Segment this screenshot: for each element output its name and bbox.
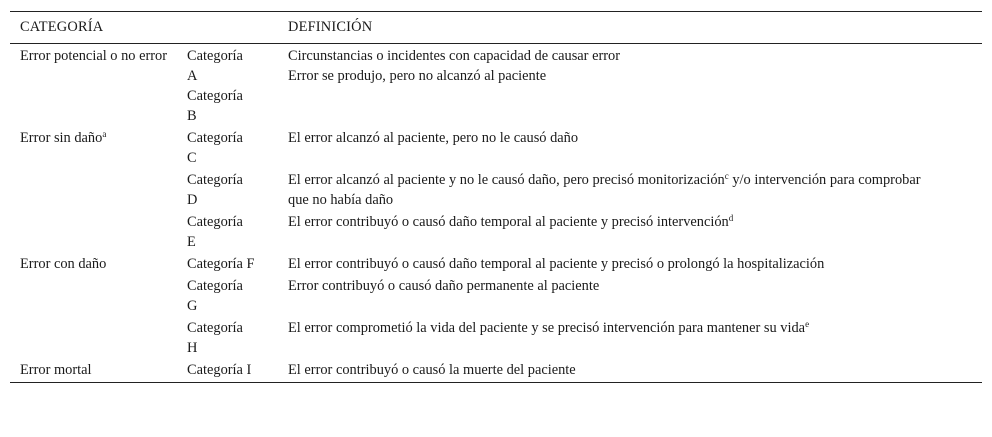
group-cell [10, 168, 177, 210]
category-cell [177, 252, 278, 274]
group-cell [10, 210, 177, 252]
definition-cell [278, 316, 982, 358]
table-row [10, 126, 982, 168]
category-label: Categoría B [187, 88, 243, 124]
header-row [10, 12, 982, 44]
definition-cell [278, 210, 982, 252]
definition-text: El error contribuyó o causó la muerte del paciente [288, 362, 576, 378]
definition-text-continued: y/o intervención para comprobar que no había daño [288, 172, 921, 208]
category-label: Categoría A [187, 48, 243, 84]
definition-cell [278, 252, 982, 274]
category-cell [177, 316, 278, 358]
definition-cell [278, 126, 982, 168]
category-cell [177, 358, 278, 383]
definition-text: Error contribuyó o causó daño permanente al paciente [288, 278, 600, 294]
table-body [10, 44, 982, 383]
group-cell [10, 316, 177, 358]
table-row [10, 252, 982, 274]
table-row [10, 210, 982, 252]
group-label: Error sin daño [20, 130, 103, 146]
footnote-marker: a [102, 129, 107, 139]
error-classification-table [10, 11, 982, 383]
category-label: Categoría D [187, 172, 243, 208]
category-cell [177, 210, 278, 252]
error-classification-table-container [10, 11, 982, 383]
definition-cell [278, 168, 982, 210]
category-label: Categoría H [187, 320, 243, 356]
definition-text: El error contribuyó o causó daño temporal al paciente y precisó intervención [288, 214, 729, 230]
group-cell [10, 44, 177, 127]
category-cell [177, 126, 278, 168]
header-categoria: CATEGORÍA [20, 18, 104, 35]
group-cell [10, 252, 177, 274]
definition-cell [278, 44, 982, 127]
category-label: Categoría C [187, 130, 243, 166]
category-label: Categoría G [187, 278, 243, 314]
group-label: Error con daño [20, 256, 107, 272]
table-row [10, 44, 982, 127]
definition-text: El error alcanzó al paciente, pero no le causó daño [288, 130, 579, 146]
table-row [10, 316, 982, 358]
footnote-marker: d [728, 213, 734, 223]
category-label: Categoría E [187, 214, 243, 250]
definition-cell [278, 274, 982, 316]
category-cell [177, 44, 278, 127]
category-label: Categoría F [187, 256, 255, 272]
group-cell [10, 358, 177, 383]
group-label: Error mortal [20, 362, 92, 378]
table-header [10, 12, 982, 44]
group-cell [10, 126, 177, 168]
table-row [10, 168, 982, 210]
footnote-marker: e [805, 319, 810, 329]
group-cell [10, 274, 177, 316]
header-definicion: DEFINICIÓN [288, 18, 373, 35]
definition-text: Circunstancias o incidentes con capacidad de causar error [288, 48, 621, 64]
category-label: Categoría I [187, 362, 252, 378]
footnote-marker: c [724, 171, 729, 181]
category-cell [177, 168, 278, 210]
table-row [10, 274, 982, 316]
definition-text: El error alcanzó al paciente y no le causó daño, pero precisó monitorización [288, 172, 725, 188]
definition-text: Error se produjo, pero no alcanzó al paciente [288, 68, 547, 84]
table-row [10, 358, 982, 383]
category-cell [177, 274, 278, 316]
group-label: Error potencial o no error [20, 48, 168, 64]
definition-cell [278, 358, 982, 383]
definition-text: El error comprometió la vida del paciente y se precisó intervención para mantener su vida [288, 320, 806, 336]
definition-text: El error contribuyó o causó daño temporal al paciente y precisó o prolongó la hospitalización [288, 256, 825, 272]
